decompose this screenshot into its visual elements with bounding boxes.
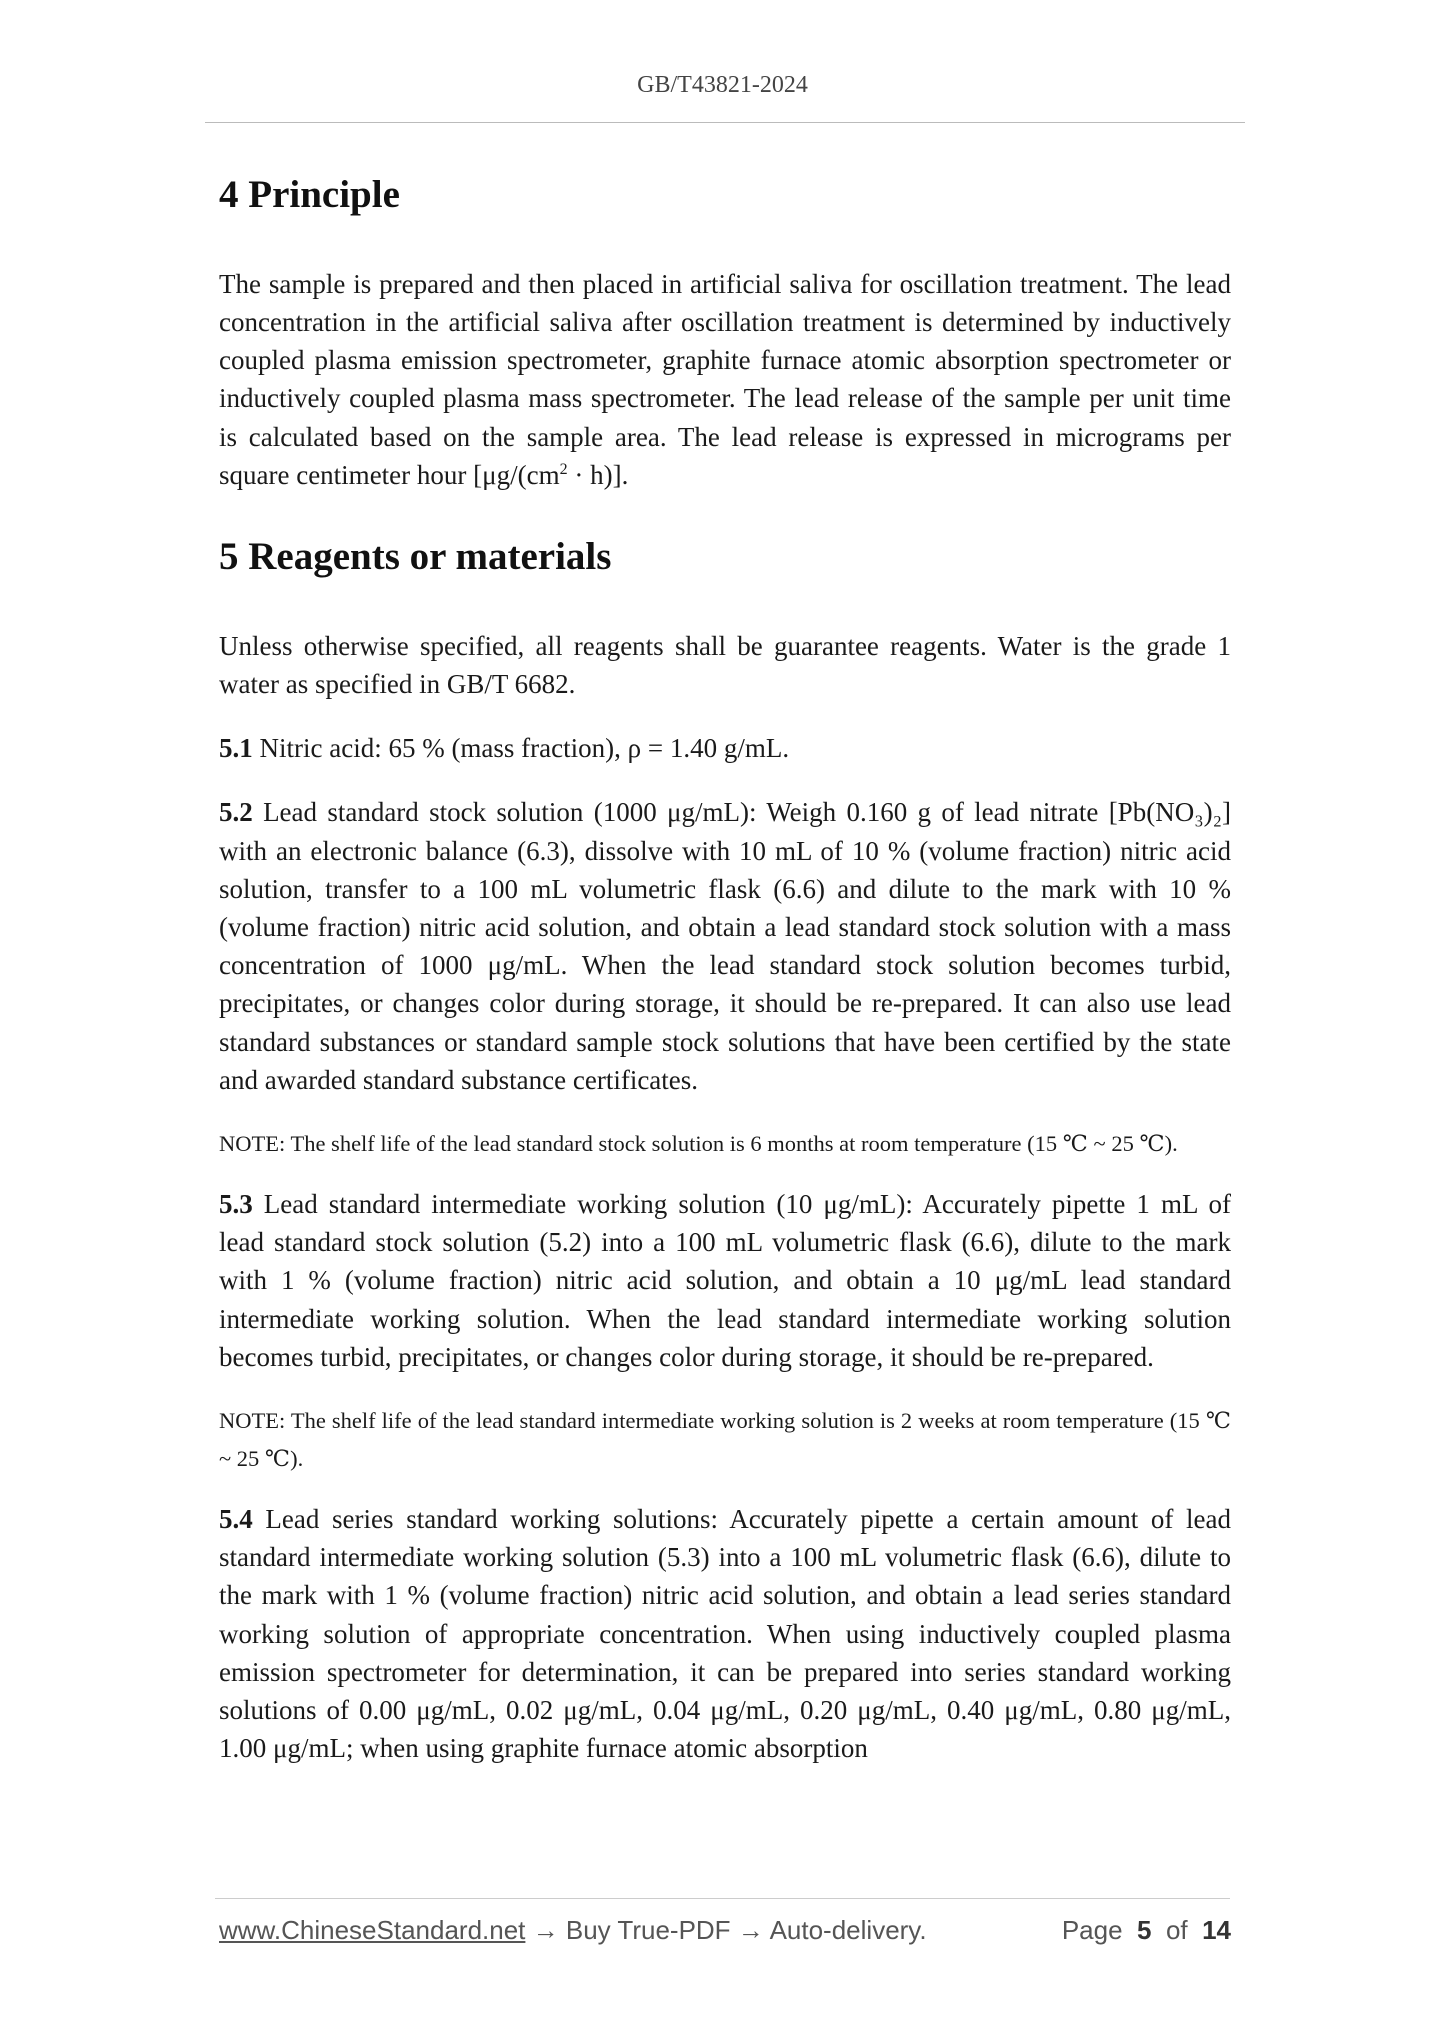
website-link[interactable]: www.ChineseStandard.net — [219, 1915, 526, 1945]
footer-divider — [215, 1898, 1230, 1899]
superscript-2: 2 — [559, 460, 568, 478]
clause-5-3 — [219, 1185, 1231, 1376]
clause-5-4 — [219, 1500, 1231, 1767]
total-pages: 14 — [1202, 1915, 1231, 1945]
note-stock-solution: NOTE: The shelf life of the lead standard stock solution is 6 months at room temperature (15 ℃ ~ 25 ℃). — [219, 1131, 1178, 1157]
footer-tagline: → Buy True-PDF → Auto-delivery. — [525, 1915, 927, 1945]
page-of-label: of — [1165, 1915, 1188, 1945]
current-page: 5 — [1137, 1915, 1152, 1945]
section-4-title: 4 Principle — [219, 173, 400, 216]
clause-number: 5.1 — [219, 733, 253, 764]
clause-5-1 — [219, 729, 1231, 767]
section-5-title: 5 Reagents or materials — [219, 535, 612, 579]
clause-text: Lead standard intermediate working solution (10 μg/mL): Accurately pipette 1 mL of lead standard stock solution (5.2) into a 100 mL volumetric flask (6.6), dilute to the mark with 1 % (volume fraction) nitric acid solution, and obtain a 10 μg/mL lead standard intermediate working solution. When the lead standard intermediate working solution becomes turbid, precipitates, or changes color during storage, it should be re-prepared. — [219, 1189, 1231, 1372]
reagents-intro: Unless otherwise specified, all reagents shall be guarantee reagents. Water is the grade 1 water as specified in GB/T 6682. — [219, 630, 1231, 700]
document-id-header: GB/T43821-2024 — [637, 72, 808, 98]
principle-text-end: · h)]. — [567, 459, 629, 490]
clause-number: 5.2 — [219, 797, 253, 828]
page-indicator — [1062, 1915, 1231, 1946]
clause-number: 5.4 — [219, 1504, 253, 1535]
page-content — [219, 160, 1231, 1767]
principle-paragraph — [219, 265, 1231, 494]
clause-number: 5.3 — [219, 1189, 253, 1220]
clause-text: Nitric acid: 65 % (mass fraction), ρ = 1.40 g/mL. — [252, 733, 790, 764]
header-divider — [205, 122, 1245, 123]
clause-5-2 — [219, 793, 1231, 1099]
clause-text: Lead standard stock solution (1000 μg/mL): Weigh 0.160 g of lead nitrate [Pb(NO₃)₂] with an electronic balance (6.3), dissolve with 10 mL of 10 % (volume fraction) nitric acid solution, transfer to a 100 mL volumetric flask (6.6) and dilute to the mark with 10 % (volume fraction) nitric acid solution, and obtain a lead standard stock solution with a mass concentration of 1000 μg/mL. When the lead standard stock solution becomes turbid, precipitates, or changes color during storage, it should be re-prepared. It can also use lead standard substances or standard sample stock solutions that have been certified by the state and awarded standard substance certificates. — [219, 797, 1231, 1095]
page-footer — [219, 1915, 1231, 1955]
note-intermediate-solution: NOTE: The shelf life of the lead standard intermediate working solution is 2 weeks at room temperature (15 ℃ ~ 25 ℃). — [219, 1408, 1231, 1472]
clause-text: Lead series standard working solutions: Accurately pipette a certain amount of lead standard intermediate working solution (5.3) into a 100 mL volumetric flask (6.6), dilute to the mark with 1 % (volume fraction) nitric acid solution, and obtain a lead series standard working solution of appropriate concentration. When using inductively coupled plasma emission spectrometer for determination, it can be prepared into series standard working solutions of 0.00 μg/mL, 0.02 μg/mL, 0.04 μg/mL, 0.20 μg/mL, 0.40 μg/mL, 0.80 μg/mL, 1.00 μg/mL; when using graphite furnace atomic absorption — [219, 1504, 1231, 1764]
page-label: Page — [1061, 1915, 1123, 1945]
footer-promo — [219, 1915, 927, 1946]
principle-text: The sample is prepared and then placed in artificial saliva for oscillation treatment. The lead concentration in the artificial saliva after oscillation treatment is determined by inductively coupled plasma emission spectrometer, graphite furnace atomic absorption spectrometer or inductively coupled plasma mass spectrometer. The lead release of the sample per unit time is calculated based on the sample area. The lead release is expressed in micrograms per square centimeter hour [μg/(cm — [219, 268, 1231, 490]
